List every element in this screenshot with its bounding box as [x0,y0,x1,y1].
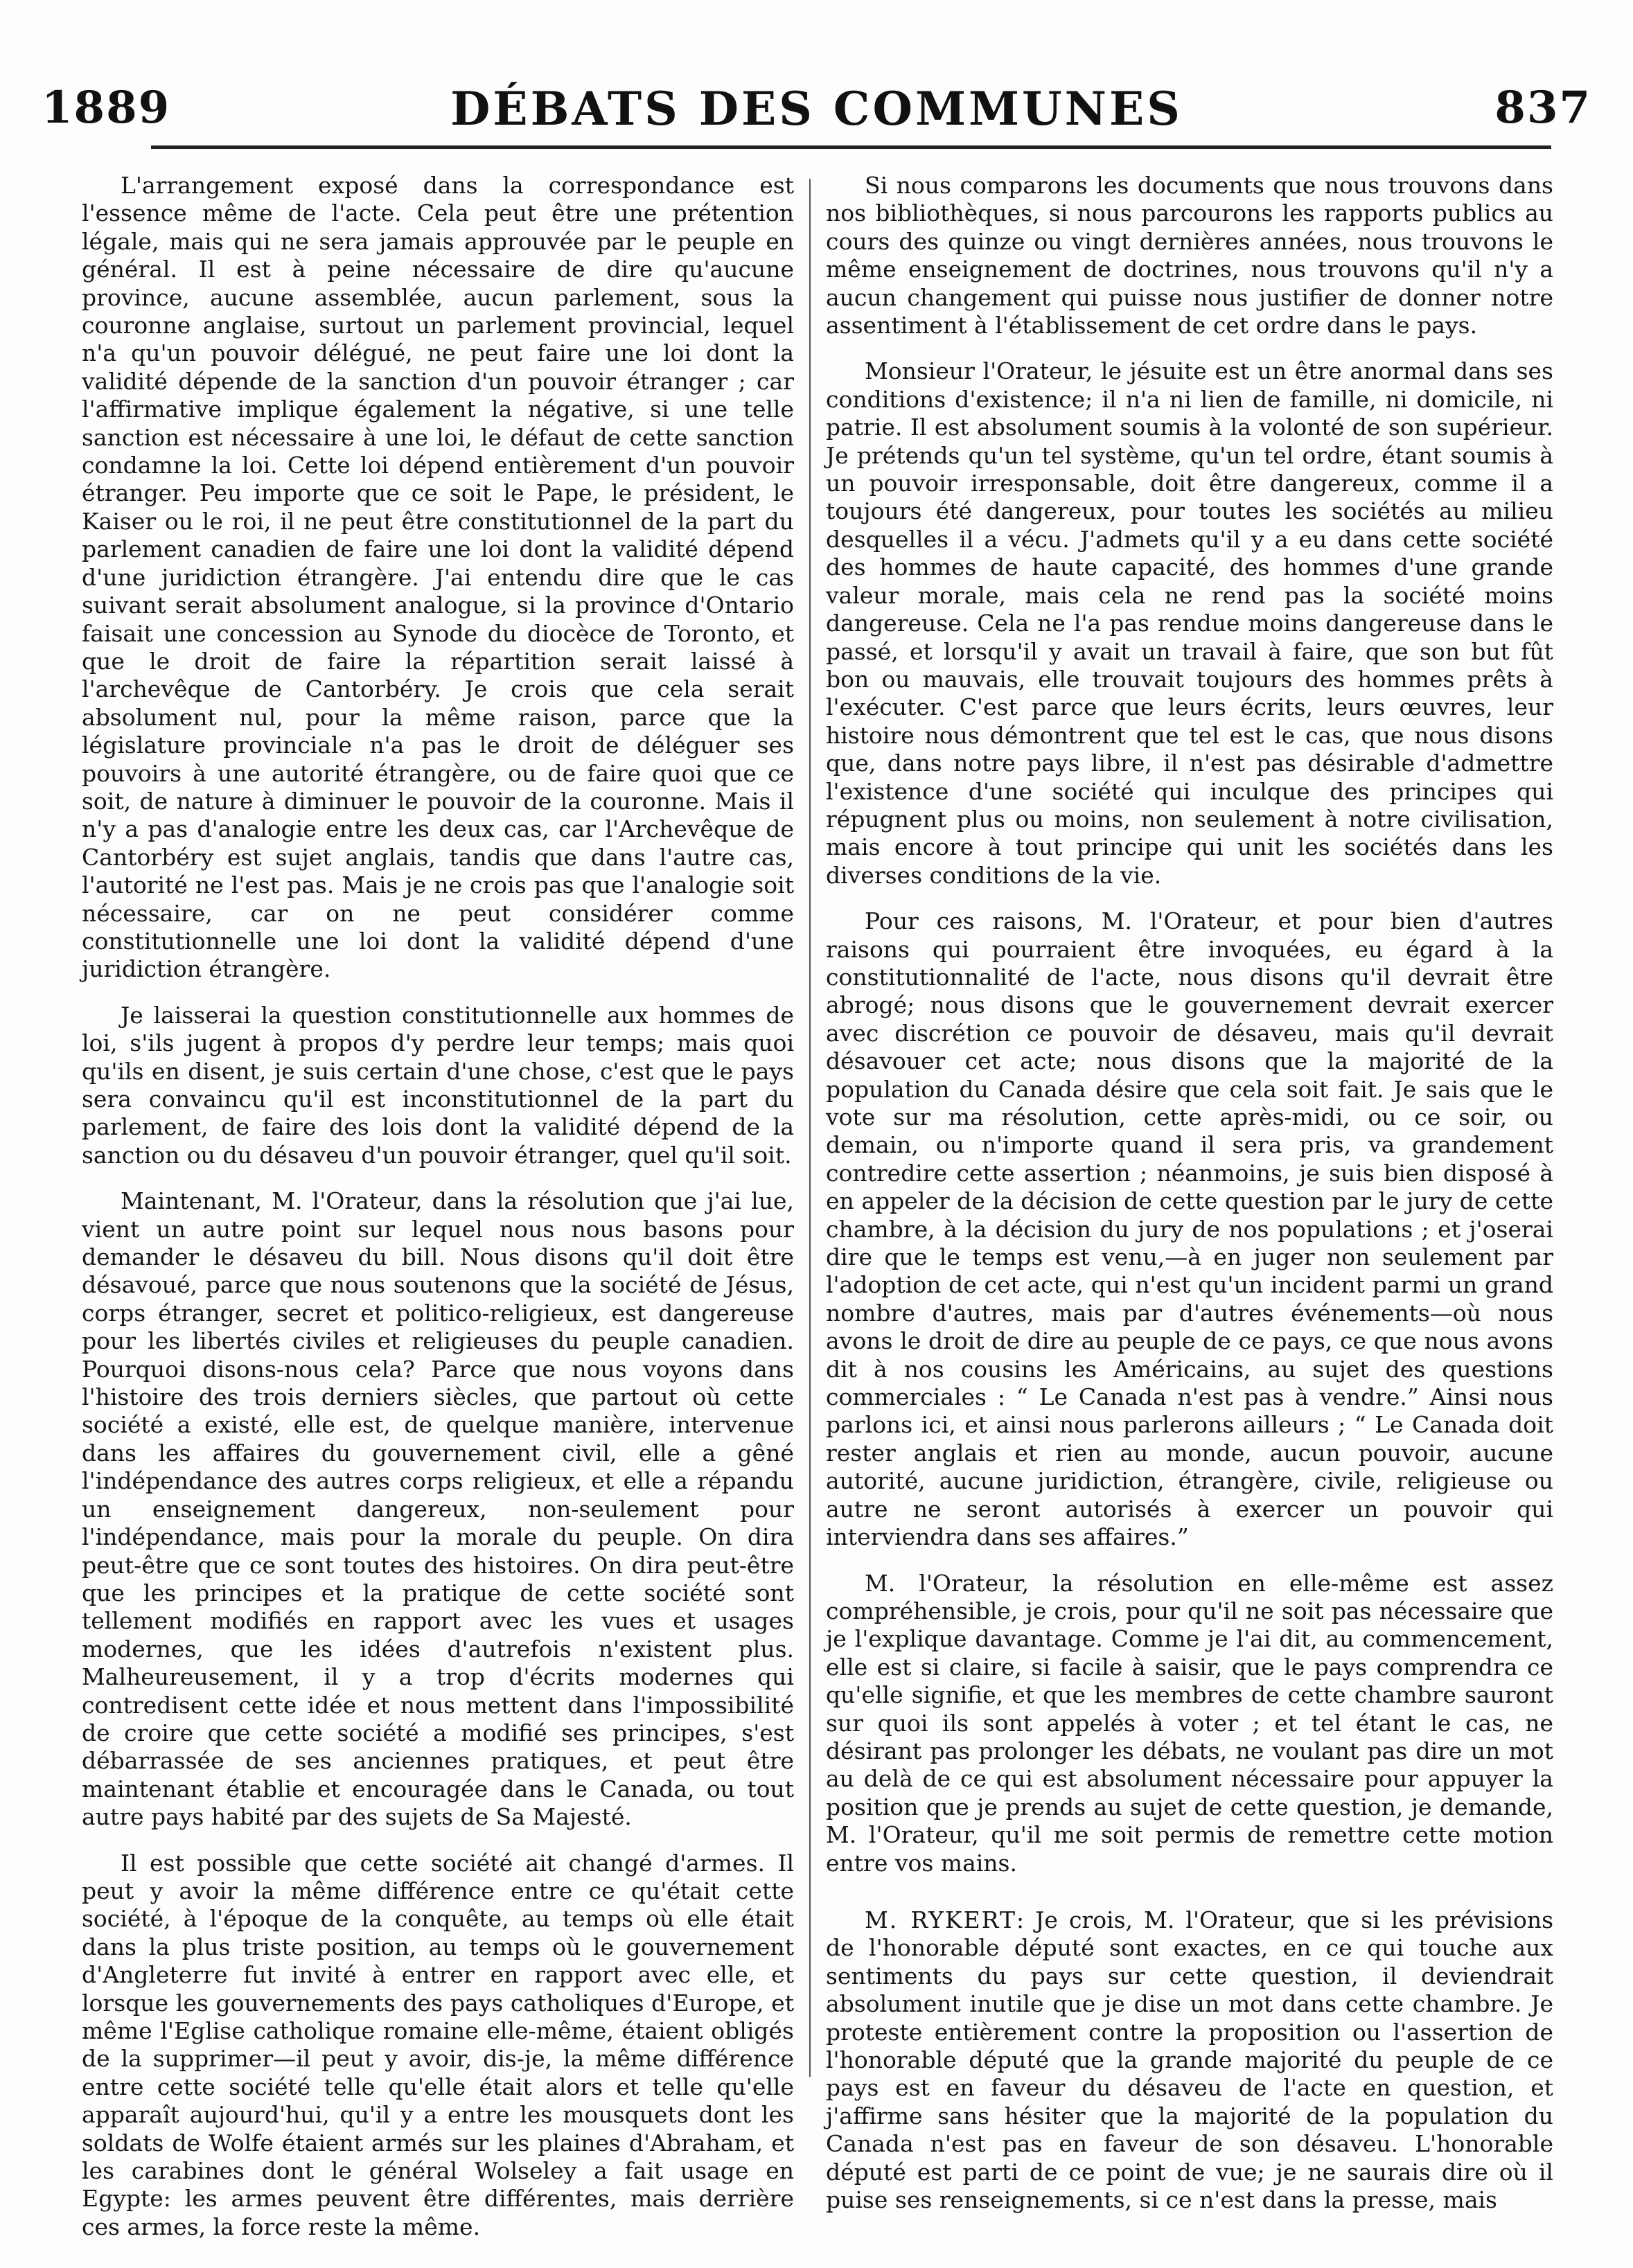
speaker-paragraph [826,1906,1553,2214]
paragraph: L'arrangement exposé dans la correspondance est l'essence même de l'acte. Cela peut être une prétention légale, mais qui ne sera jamais approuvée par le peuple en général. Il est à peine nécessaire de dire qu'aucune province, aucune assemblée, aucun parlement, sous la couronne anglaise, surtout un parlement provincial, lequel n'a qu'un pouvoir délégué, ne peut faire une loi dont la validité dépende de la sanction d'un pouvoir étranger ; car l'affirmative implique également la négative, si une telle sanction est nécessaire à une loi, le défaut de cette sanction condamne la loi. Cette loi dépend entièrement d'un pouvoir étranger. Peu importe que ce soit le Pape, le président, le Kaiser ou le roi, il ne peut être constitutionnel de la part du parlement canadien de faire une loi dont la validité dépend d'une juridiction étrangère. J'ai entendu dire que le cas suivant serait absolument analogue, si la province d'Ontario faisait une concession au Synode du diocèce de Toronto, et que le droit de faire la répartition serait laissé à l'archevêque de Cantorbéry. Je crois que cela serait absolument nul, pour la même raison, parce que la législature provinciale n'a pas le droit de déléguer ses pouvoirs à une autorité étrangère, ou de faire quoi que ce soit, de nature à diminuer le pouvoir de la couronne. Mais il n'y a pas d'analogie entre les deux cas, car l'Archevêque de Cantorbéry est sujet anglais, tandis que dans l'autre cas, l'autorité ne l'est pas. Mais je ne crois pas que l'analogie soit nécessaire, car on ne peut considérer comme constitutionnelle une loi dont la validité dépend d'une juridiction étrangère. [82,172,794,983]
paragraph: Pour ces raisons, M. l'Orateur, et pour bien d'autres raisons qui pourraient être invoquées, eu égard à la constitutionnalité de l'acte, nous disons qu'il devrait être abrogé; nous disons que le gouvernement devrait exercer avec discrétion ce pouvoir de désaveu, mais qu'il devrait désavouer cet acte; nous disons que la majorité de la population du Canada désire que cela soit fait. Je sais que le vote sur ma résolution, cette après-midi, ou ce soir, ou demain, ou n'importe quand il sera pris, va grandement contredire cette assertion ; néanmoins, je suis bien disposé à en appeler de la décision de cette question par le jury de cette chambre, à la décision du jury de nos populations ; et j'oserai dire que le temps est venu,—à en juger non seulement par l'adoption de cet acte, qui n'est qu'un incident parmi un grand nombre d'autres, mais par d'autres événements—où nous avons le droit de dire au peuple de ce pays, ce que nous avons dit à nos cousins les Américains, au sujet des questions commerciales : “ Le Canada n'est pas à vendre.” Ainsi nous parlons ici, et ainsi nous parlerons ailleurs ; “ Le Canada doit rester anglais et rien au monde, aucun pouvoir, aucune autorité, aucune juridiction, étrangère, civile, religieuse ou autre ne seront autorisés à exercer un pouvoir qui interviendra dans ses affaires.” [826,907,1553,1551]
header-year: 1889 [42,82,171,134]
speaker-text: : Je crois, M. l'Orateur, que si les prévisions de l'honorable député sont exactes, en ce qui touche aux sentiments du pays sur cette question, il deviendrait absolument inutile que je dise un mot dans cette chambre. Je proteste entièrement contre la proposition ou l'assertion de l'honorable député que la grande majorité du peuple de ce pays est en faveur du désaveu de l'acte en question, et j'affirme sans hésiter que la majorité de la population du Canada n'est pas en faveur de son désaveu. L'honorable député est parti de ce point de vue; je ne saurais dire où il puise ses renseignements, si ce n'est dans la presse, mais [826,1906,1554,2214]
header-title: DÉBATS DES COMMUNES [450,82,1183,136]
column-divider [809,179,811,2077]
speaker-name: M. RYKERT [865,1906,1016,1933]
header-rule [151,145,1551,149]
right-column [826,172,1554,2214]
header-page-number: 837 [1494,82,1591,134]
paragraph: Si nous comparons les documents que nous trouvons dans nos bibliothèques, si nous parcourons les rapports publics au cours des quinze ou vingt dernières années, nous trouvons le même enseignement de doctrines, nous trouvons qu'il n'y a aucun changement qui puisse nous justifier de donner notre assentiment à l'établissement de cet ordre dans le pays. [826,172,1553,339]
paragraph: Maintenant, M. l'Orateur, dans la résolution que j'ai lue, vient un autre point sur lequel nous nous basons pour demander le désaveu du bill. Nous disons qu'il doit être désavoué, parce que nous soutenons que la société de Jésus, corps étranger, secret et politico-religieux, est dangereuse pour les libertés civiles et religieuses du peuple canadien. Pourquoi disons-nous cela? Parce que nous voyons dans l'histoire des trois derniers siècles, que partout où cette société a existé, elle est, de quelque manière, intervenue dans les affaires du gouvernement civil, elle a gêné l'indépendance des autres corps religieux, et elle a répandu un enseignement dangereux, non-seulement pour l'indépendance, mais pour la morale du peuple. On dira peut-être que ce sont toutes des histoires. On dira peut-être que les principes et la pratique de cette société sont tellement modifiés en rapport avec les vues et usages modernes, que les idées d'autrefois n'existent plus. Malheureusement, il y a trop d'écrits modernes qui contredisent cette idée et nous mettent dans l'impossibilité de croire que cette société a modifié ses principes, s'est débarrassée de ses anciennes pratiques, et peut être maintenant établie et encouragée dans le Canada, ou tout autre pays habité par des sujets de Sa Majesté. [82,1187,794,1831]
paragraph: Je laisserai la question constitutionnelle aux hommes de loi, s'ils jugent à propos d'y perdre leur temps; mais quoi qu'ils en disent, je suis certain d'une chose, c'est que le pays sera convaincu qu'il est inconstitutionnel de la part du parlement, de faire des lois dont la validité dépend de la sanction ou du désaveu d'un pouvoir étranger, quel qu'il soit. [82,1001,794,1169]
left-column [82,172,794,2240]
paragraph: M. l'Orateur, la résolution en elle-même est assez compréhensible, je crois, pour qu'il ne soit pas nécessaire que je l'explique davantage. Comme je l'ai dit, au commencement, elle est si claire, si facile à saisir, que le pays comprendra ce qu'elle signifie, et que les membres de cette chambre sauront sur quoi ils sont appelés à voter ; et tel étant le cas, ne désirant pas prolonger les débats, ne voulant pas dire un mot au delà de ce qui est absolument nécessaire pour appuyer la position que je prends au sujet de cette question, je demande, M. l'Orateur, qu'il me soit permis de remettre cette motion entre vos mains. [826,1569,1553,1877]
paragraph: Monsieur l'Orateur, le jésuite est un être anormal dans ses conditions d'existence; il n'a ni lien de famille, ni domicile, ni patrie. Il est absolument soumis à la volonté de son supérieur. Je prétends qu'un tel système, qu'un tel ordre, étant soumis à un pouvoir irresponsable, doit être dangereux, comme il a toujours été dangereux, pour toutes les sociétés au milieu desquelles il a vécu. J'admets qu'il y a eu dans cette société des hommes de haute capacité, des hommes d'une grande valeur morale, mais cela ne rend pas la société moins dangereuse. Cela ne l'a pas rendue moins dangereuse dans le passé, et lorsqu'il y avait un travail à faire, que son but fût bon ou mauvais, elle trouvait toujours des hommes prêts à l'exécuter. C'est parce que leurs écrits, leurs œuvres, leur histoire nous démontrent que tel est le cas, que nous disons que, dans notre pays libre, il n'est pas désirable d'admettre l'existence d'une société qui inculque des principes qui répugnent plus ou moins, non seulement à notre civilisation, mais encore à tout principe qui unit les sociétés dans les diverses conditions de la vie. [826,357,1553,889]
paragraph: Il est possible que cette société ait changé d'armes. Il peut y avoir la même différence entre ce qu'était cette société, à l'époque de la conquête, au temps où elle était dans la plus triste position, au temps où le gouvernement d'Angleterre fut invité à entrer en rapport avec elle, et lorsque les gouvernements des pays catholiques d'Europe, et même l'Eglise catholique romaine elle-même, étaient obligés de la supprimer—il peut y avoir, dis-je, la même différence entre cette société telle qu'elle était alors et telle qu'elle apparaît aujourd'hui, qu'il y a entre les mousquets dont les soldats de Wolfe étaient armés sur les plaines d'Abraham, et les carabines dont le général Wolseley a fait usage en Egypte: les armes peuvent être différentes, mais derrière ces armes, la force reste la même. [82,1849,794,2240]
page-header [42,82,1591,145]
